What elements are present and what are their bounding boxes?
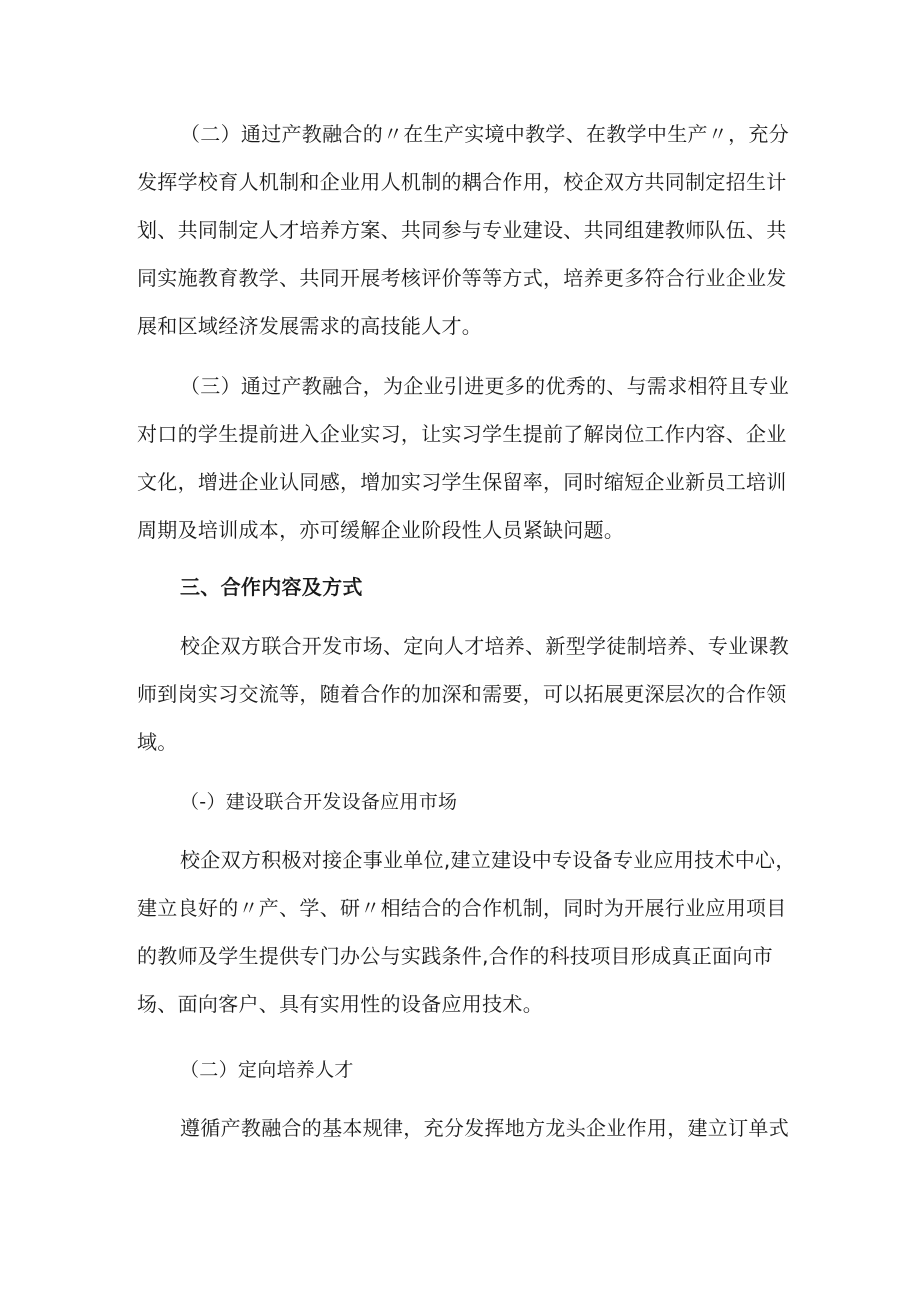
subsection-one-heading [137,778,787,826]
paragraph-line: 文化，增进企业认同感，增加实习学生保留率，同时缩短企业新员工培训 [137,470,787,494]
paragraph-three [137,362,787,554]
paragraph-line: 周期及培训成本，亦可缓解企业阶段性人员紧缺问题。 [137,518,625,542]
subsection-two-body [137,1104,787,1152]
paragraph-line: （三）通过产教融合，为企业引进更多的优秀的、与需求相符且专业 [180,374,789,398]
paragraph-line: 展和区域经济发展需求的高技能人才。 [137,314,483,338]
paragraph-line: 师到岗实习交流等，随着合作的加深和需要，可以拓展更深层次的合作领 [137,682,787,706]
paragraph-line: 场、面向客户、具有实用性的设备应用技术。 [137,992,543,1016]
paragraph-line: 对口的学生提前进入企业实习，让实习学生提前了解岗位工作内容、企业 [137,422,787,446]
paragraph-line: 发挥学校育人机制和企业用人机制的耦合作用，校企双方共同制定招生计 [137,170,787,194]
section-title: 三、合作内容及方式 [180,575,363,599]
paragraph-line: 建立良好的〃产、学、研〃相结合的合作机制，同时为开展行业应用项目 [137,896,787,920]
subsection-two-heading [137,1046,787,1094]
subsection-title: （-）建设联合开发设备应用市场 [180,791,458,813]
paragraph-line: 的教师及学生提供专门办公与实践条件,合作的科技项目形成真正面向市 [137,944,773,968]
paragraph-line: （二）通过产教融合的〃在生产实境中教学、在教学中生产〃，充分 [180,122,789,146]
subsection-title: （二）定向培养人才 [180,1059,354,1081]
paragraph-line: 遵循产教融合的基本规律，充分发挥地方龙头企业作用，建立订单式 [180,1116,789,1140]
paragraph-line: 校企双方联合开发市场、定向人才培养、新型学徒制培养、专业课教 [180,634,789,658]
paragraph-line: 域。 [137,730,178,754]
section-heading [137,563,787,611]
section-intro [137,622,787,766]
paragraph-line: 同实施教育教学、共同开展考核评价等等方式，培养更多符合行业企业发 [137,266,787,290]
subsection-one-body [137,836,796,1028]
paragraph-line: 校企双方积极对接企事业单位,建立建设中专设备专业应用技术中心， [180,848,796,872]
paragraph-line: 划、共同制定人才培养方案、共同参与专业建设、共同组建教师队伍、共 [137,218,787,242]
paragraph-two [137,110,787,350]
